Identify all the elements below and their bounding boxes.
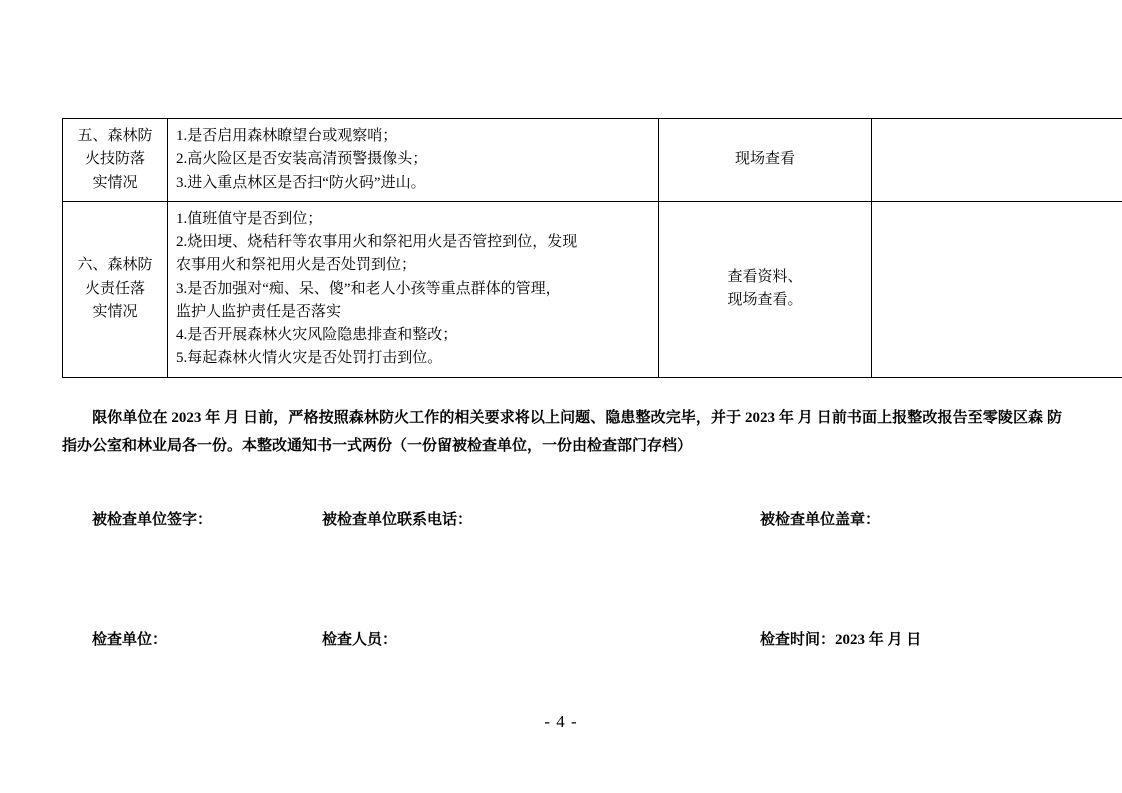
inspection-unit-label: 检查单位： bbox=[92, 632, 168, 648]
rectification-notice-paragraph bbox=[62, 405, 1062, 461]
inspected-unit-phone-label: 被检查单位联系电话： bbox=[322, 512, 473, 528]
inspected-unit-seal-label: 被检查单位盖章： bbox=[760, 512, 881, 528]
notice-line-2: 防指办公室和林业局各一份。本整改通知书一式两份（一份留被检查单位，一份由检查部门存档） bbox=[62, 410, 1062, 454]
item-line: 2.烧田埂、烧秸秆等农事用火和祭祀用火是否管控到位，发现 bbox=[176, 234, 578, 250]
row-category-cell bbox=[63, 119, 168, 202]
row-category-cell bbox=[63, 201, 168, 377]
method-line: 查看资料、 bbox=[727, 268, 803, 285]
inspector-label: 检查人员： bbox=[322, 632, 398, 648]
category-line: 实情况 bbox=[92, 303, 138, 320]
item-line: 2.高火险区是否安装高清预警摄像头； bbox=[176, 151, 428, 168]
item-line: 1.是否启用森林瞭望台或观察哨； bbox=[176, 128, 398, 144]
category-line: 火技防落 bbox=[84, 151, 145, 168]
inspection-time-label: 检查时间：2023 年 月 日 bbox=[760, 632, 922, 648]
notice-line-1: 限你单位在 2023 年 月 日前，严格按照森林防火工作的相关要求将以上问题、隐患整改完毕，并于 2023 年 月 日前书面上报整改报告至零陵区森 bbox=[92, 410, 1044, 426]
category-line: 火责任落 bbox=[84, 280, 145, 297]
category-line: 实情况 bbox=[92, 174, 138, 191]
row-items-cell bbox=[168, 201, 659, 377]
item-line: 5.每起森林火情火灾是否处罚打击到位。 bbox=[176, 350, 443, 367]
inspection-table bbox=[62, 118, 1122, 378]
row-method-cell bbox=[659, 201, 872, 377]
method-line: 现场查看。 bbox=[727, 292, 803, 309]
category-line: 六、森林防 bbox=[77, 257, 153, 274]
item-line: 农事用火和祭祀用火是否处罚到位； bbox=[176, 257, 417, 274]
row-items-cell bbox=[168, 119, 659, 202]
item-line: 4.是否开展森林火灾风险隐患排查和整改； bbox=[176, 327, 458, 343]
item-line: 3.是否加强对“痴、呆、傻”和老人小孩等重点群体的管理， bbox=[176, 280, 561, 297]
category-line: 五、森林防 bbox=[77, 128, 153, 144]
item-line: 3.进入重点林区是否扫“防火码”进山。 bbox=[176, 174, 426, 191]
inspected-unit-signature-label: 被检查单位签字： bbox=[92, 512, 213, 528]
item-line: 监护人监护责任是否落实 bbox=[176, 303, 342, 320]
item-line: 1.值班值守是否到位； bbox=[176, 210, 323, 227]
table-row bbox=[63, 201, 1122, 377]
page-number: - 4 - bbox=[544, 712, 578, 731]
row-blank-cell[interactable] bbox=[872, 201, 1122, 377]
row-blank-cell[interactable] bbox=[872, 119, 1122, 202]
method-line: 现场查看 bbox=[734, 151, 795, 168]
table-row bbox=[63, 119, 1122, 202]
row-method-cell bbox=[659, 119, 872, 202]
